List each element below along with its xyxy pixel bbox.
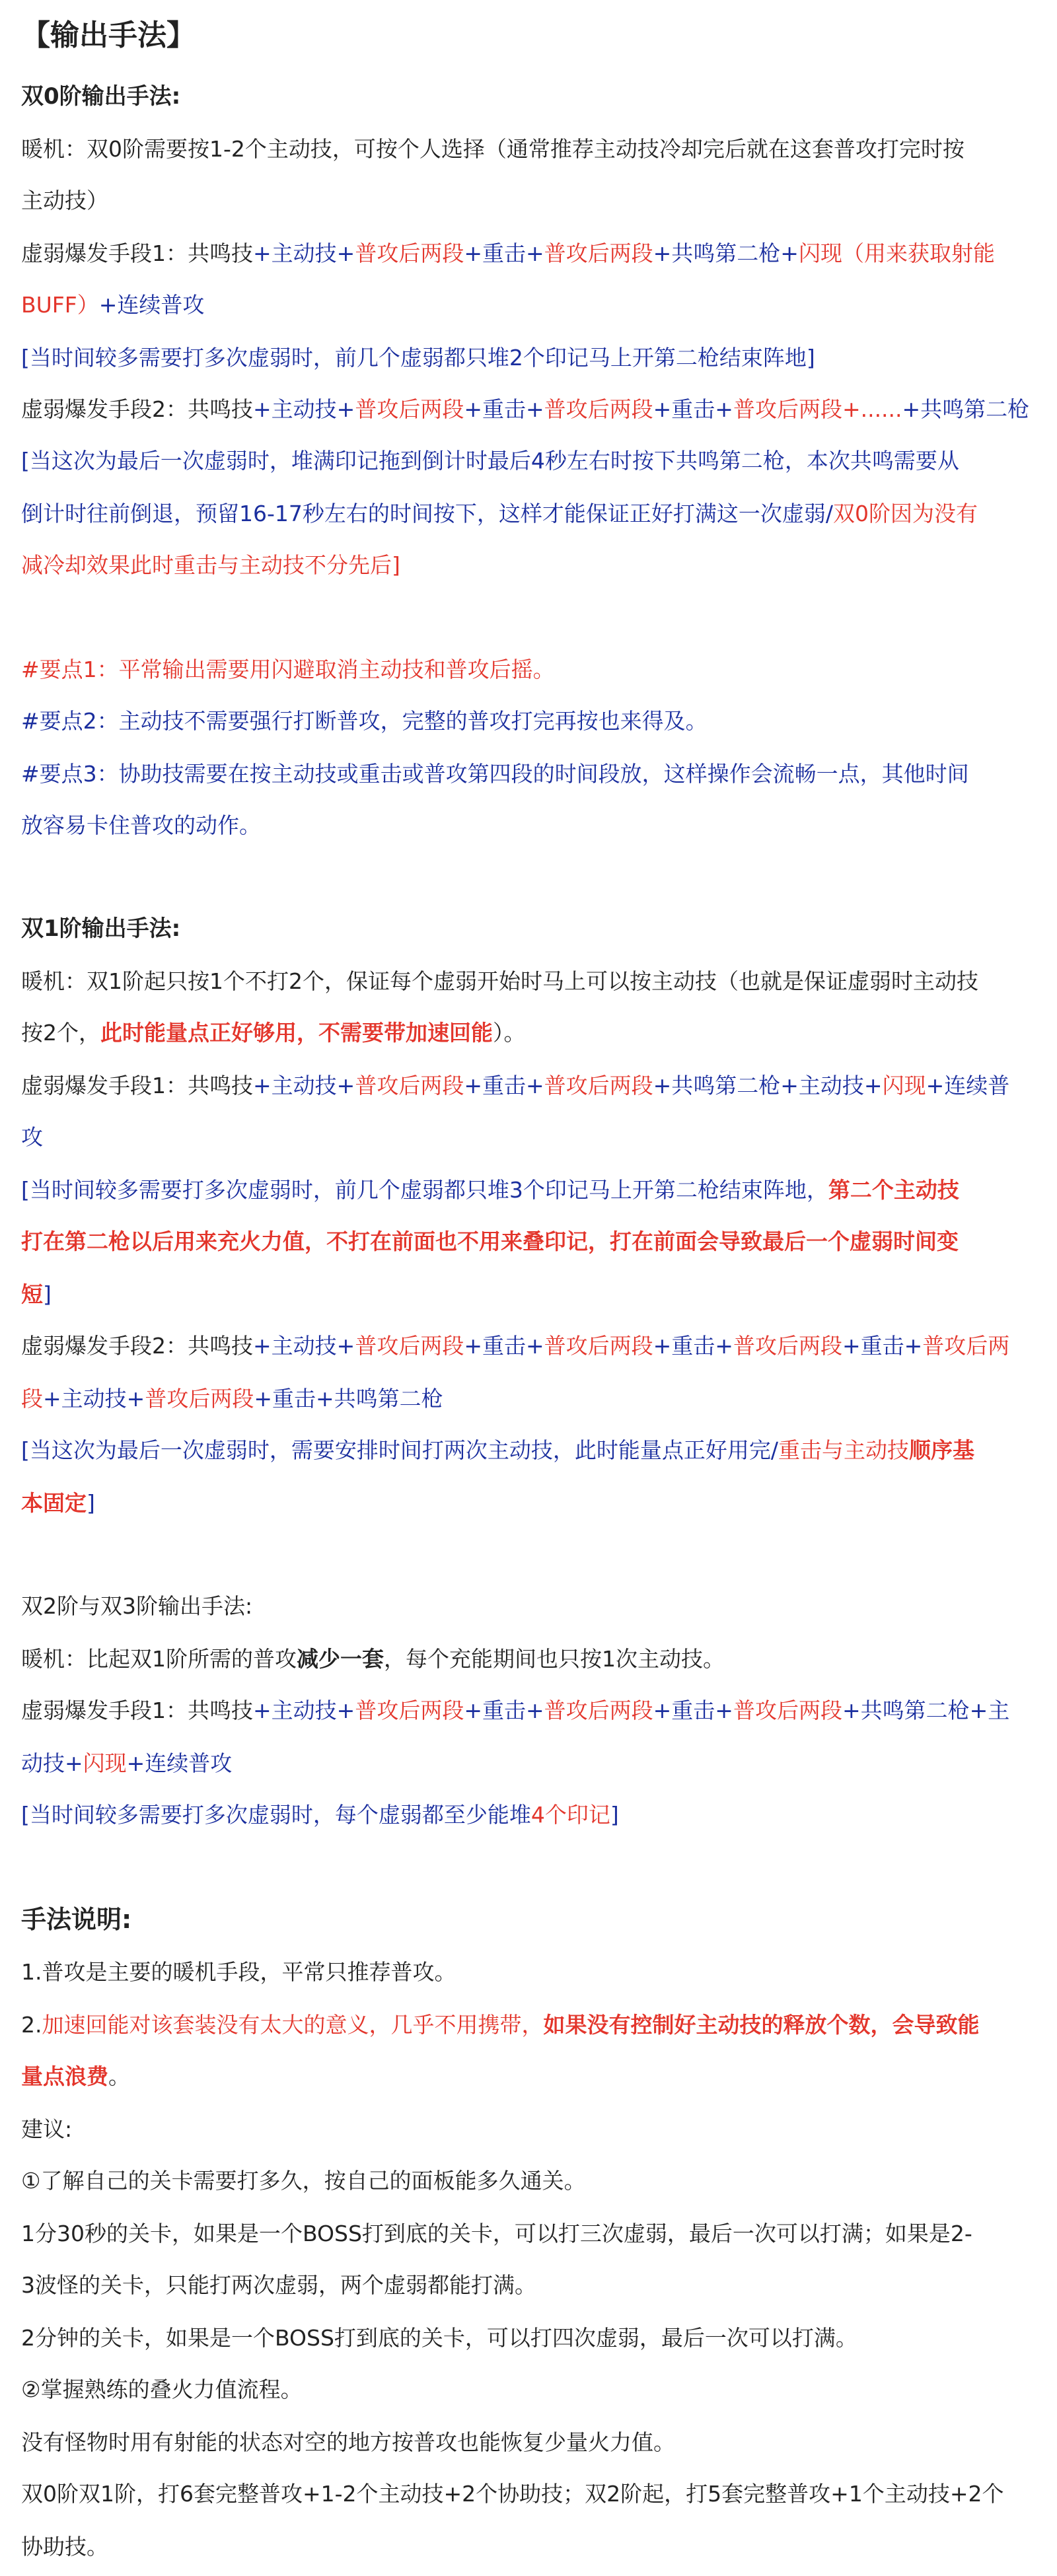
text-run: BUFF） bbox=[21, 292, 99, 318]
text-run: #要点3：协助技需要在按主动技或重击或普攻第四段的时间段放，这样操作会流畅一点，其他时间 bbox=[21, 761, 969, 787]
text-run: +重击+ bbox=[464, 1698, 544, 1723]
tip-2b-line-1: 双0阶双1阶，打6套完整普攻+1-2个主动技+2个协助技；双2阶起，打5套完整普攻+1个主动技+2个 bbox=[21, 2481, 1004, 2507]
text-run: 4个印记 bbox=[530, 1802, 610, 1828]
s1-burst2-note-line-1 bbox=[21, 1424, 1042, 1477]
text-run: 普攻后两段 bbox=[544, 1698, 653, 1723]
section-heading-s1: 双1阶输出手法: bbox=[21, 915, 181, 942]
text-run: #要点2：主动技不需要强行打断普攻，完整的普攻打完再按也来得及。 bbox=[21, 708, 708, 734]
text-run: 虚弱爆发手段2：共鸣技 bbox=[21, 396, 253, 422]
text-run: 倒计时往前倒退，预留16-17秒左右的时间按下，这样才能保证正好打满这一次虚弱/ bbox=[21, 501, 834, 526]
text-run: 重击与主动技 bbox=[778, 1437, 909, 1463]
s23-burst1-line-2 bbox=[21, 1737, 1042, 1790]
text-run: 暖机：比起双1阶所需的普攻 bbox=[21, 1646, 297, 1672]
text-run: 2. bbox=[21, 2012, 42, 2038]
text-run: +重击+ bbox=[464, 1073, 544, 1098]
text-run: 打在第二枪以后用来充火力值，不打在前面也不用来叠印记，打在前面会导致最后一个虚弱时间变 bbox=[21, 1229, 959, 1254]
text-run: +重击+ bbox=[653, 396, 733, 422]
text-run: ）。 bbox=[493, 1020, 526, 1046]
tip-1a-line-1: 1分30秒的关卡，如果是一个BOSS打到底的关卡，可以打三次虚弱，最后一次可以打满；如果是2- bbox=[21, 2221, 972, 2246]
text-run: +重击+ bbox=[653, 1698, 733, 1723]
text-run: ] bbox=[87, 1490, 95, 1516]
s23-burst1-note bbox=[21, 1789, 1042, 1842]
page-title: 【输出手法】 bbox=[21, 18, 196, 52]
s1-burst1-note-line-3 bbox=[21, 1268, 1042, 1321]
text-run: 此时能量点正好够用，不需要带加速回能 bbox=[100, 1020, 493, 1046]
text-run: 虚弱爆发手段1：共鸣技 bbox=[21, 1073, 253, 1098]
text-run: 攻 bbox=[21, 1124, 43, 1150]
text-run: +主动技+ bbox=[253, 1698, 355, 1723]
text-run: 普攻后两段+...... bbox=[733, 396, 902, 422]
text-run: +重击+ bbox=[842, 1333, 923, 1359]
text-run: 。 bbox=[108, 2063, 130, 2089]
text-run: +重击+ bbox=[464, 1333, 544, 1359]
s0-burst1-line-2 bbox=[21, 279, 1042, 332]
key-point-3-line-2 bbox=[21, 799, 1042, 852]
text-run: 普攻后两段 bbox=[355, 396, 464, 422]
text-run: +主动技+ bbox=[43, 1386, 145, 1412]
s0-burst2-note-line-2 bbox=[21, 487, 1042, 540]
s0-warmup-line-1: 暖机：双0阶需要按1-2个主动技，可按个人选择（通常推荐主动技冷却完后就在这套普攻打完时按 bbox=[21, 136, 965, 162]
s1-burst2-line-2 bbox=[21, 1373, 1042, 1425]
text-run: +重击+ bbox=[653, 1333, 733, 1359]
text-run: 虚弱爆发手段1：共鸣技 bbox=[21, 1698, 253, 1723]
section-heading-s0: 双0阶输出手法: bbox=[21, 83, 181, 110]
s1-warmup-line-2 bbox=[21, 1007, 1042, 1059]
s1-burst1-note-line-1 bbox=[21, 1164, 1042, 1217]
text-run: 第二个主动技 bbox=[828, 1177, 959, 1203]
text-run: 加速回能对该套装没有太大的意义，几乎不用携带， bbox=[42, 2012, 544, 2038]
text-run: +连续普攻 bbox=[98, 292, 205, 318]
text-run: [当这次为最后一次虚弱时，堆满印记拖到倒计时最后4秒左右时按下共鸣第二枪，本次共鸣需要从 bbox=[21, 448, 959, 474]
text-run: +共鸣第二枪+主动技+ bbox=[653, 1073, 883, 1098]
text-run: 量点浪费 bbox=[21, 2063, 108, 2089]
text-run: 双0阶因为没有 bbox=[833, 501, 978, 526]
tip-2b-line-2: 协助技。 bbox=[21, 2534, 108, 2559]
text-run: 暖机：双1阶起只按1个不打2个，保证每个虚弱开始时马上可以按主动技（也就是保证虚弱时主动技 bbox=[21, 968, 978, 994]
text-run: 普攻后两段 bbox=[355, 1073, 464, 1098]
text-run: +主动技+ bbox=[253, 396, 355, 422]
tip-2: ②掌握熟练的叠火力值流程。 bbox=[21, 2377, 303, 2402]
text-run: 闪现 bbox=[882, 1073, 926, 1098]
s0-warmup-line-2: 主动技） bbox=[21, 188, 108, 213]
s1-burst1-note-line-2 bbox=[21, 1215, 1042, 1268]
section-heading-s23: 双2阶与双3阶输出手法: bbox=[21, 1593, 253, 1619]
text-run: 普攻后两段 bbox=[544, 1073, 653, 1098]
s0-burst2-line-1 bbox=[21, 383, 1042, 436]
text-run: [当时间较多需要打多次虚弱时，前几个虚弱都只堆3个印记马上开第二枪结束阵地， bbox=[21, 1177, 828, 1203]
explain-item-2-line-1 bbox=[21, 1999, 1042, 2052]
text-run: 如果没有控制好主动技的释放个数，会导致能 bbox=[543, 2012, 980, 2038]
advice-label: 建议: bbox=[21, 2116, 73, 2142]
text-run: ] bbox=[610, 1802, 619, 1828]
text-run: +共鸣第二枪+ bbox=[653, 240, 799, 266]
text-run: 本固定 bbox=[21, 1490, 87, 1516]
text-run: +主动技+ bbox=[253, 1333, 355, 1359]
text-run: +主动技+ bbox=[253, 240, 355, 266]
s23-burst1-line-1 bbox=[21, 1684, 1042, 1737]
s0-burst2-note-line-3 bbox=[21, 539, 1042, 592]
section-heading-explain: 手法说明: bbox=[21, 1905, 132, 1934]
text-run: +主动技+ bbox=[253, 1073, 355, 1098]
tip-2a: 没有怪物时用有射能的状态对空的地方按普攻也能恢复少量火力值。 bbox=[21, 2429, 675, 2455]
s1-burst1-line-1 bbox=[21, 1059, 1042, 1112]
text-run: +重击+ bbox=[464, 240, 544, 266]
key-point-2 bbox=[21, 695, 1042, 748]
text-run: 顺序基 bbox=[909, 1437, 974, 1463]
tip-1: ①了解自己的关卡需要打多久，按自己的面板能多久通关。 bbox=[21, 2168, 586, 2194]
text-run: ，每个充能期间也只按1次主动技。 bbox=[384, 1646, 725, 1672]
text-run: 闪现 bbox=[83, 1750, 127, 1776]
text-run: +连续普攻 bbox=[126, 1750, 233, 1776]
text-run: 短 bbox=[21, 1281, 43, 1307]
text-run: 虚弱爆发手段2：共鸣技 bbox=[21, 1333, 253, 1359]
text-run: +重击+ bbox=[464, 396, 544, 422]
s1-burst2-line-1 bbox=[21, 1320, 1042, 1373]
text-run: [当这次为最后一次虚弱时，需要安排时间打两次主动技，此时能量点正好用完/ bbox=[21, 1437, 778, 1463]
text-run: 按2个， bbox=[21, 1020, 100, 1046]
text-run: +共鸣第二枪+主 bbox=[842, 1698, 1010, 1723]
s1-burst2-note-line-2 bbox=[21, 1477, 1042, 1530]
text-run: 虚弱爆发手段1：共鸣技 bbox=[21, 240, 253, 266]
text-run: +共鸣第二枪 bbox=[902, 396, 1030, 422]
text-run: 段 bbox=[21, 1386, 43, 1412]
text-run: 普攻后两段 bbox=[544, 396, 653, 422]
s0-burst1-note: [当时间较多需要打多次虚弱时，前几个虚弱都只堆2个印记马上开第二枪结束阵地] bbox=[21, 345, 815, 371]
explain-item-2-line-2 bbox=[21, 2050, 1042, 2103]
explain-item-1: 1.普攻是主要的暖机手段，平常只推荐普攻。 bbox=[21, 1959, 456, 1985]
s23-warmup bbox=[21, 1633, 1042, 1686]
key-point-1 bbox=[21, 643, 1042, 696]
text-run: +连续普 bbox=[926, 1073, 1010, 1098]
text-run: 放容易卡住普攻的动作。 bbox=[21, 812, 261, 838]
text-run: 普攻后两段 bbox=[355, 1698, 464, 1723]
s0-burst1-line-1 bbox=[21, 227, 1042, 280]
text-run: [当时间较多需要打多次虚弱时，每个虚弱都至少能堆 bbox=[21, 1802, 531, 1828]
text-run: 减少一套 bbox=[297, 1646, 384, 1672]
tip-1a-line-2: 3波怪的关卡，只能打两次虚弱，两个虚弱都能打满。 bbox=[21, 2272, 536, 2298]
text-run: 减冷却效果此时重击与主动技不分先后] bbox=[21, 552, 400, 578]
text-run: 普攻后两段 bbox=[544, 240, 653, 266]
s0-burst2-note-line-1 bbox=[21, 435, 1042, 487]
tip-1b: 2分钟的关卡，如果是一个BOSS打到底的关卡，可以打四次虚弱，最后一次可以打满。 bbox=[21, 2325, 857, 2351]
text-run: 普攻后两段 bbox=[355, 1333, 464, 1359]
text-run: 普攻后两段 bbox=[355, 240, 464, 266]
text-run: +重击+共鸣第二枪 bbox=[254, 1386, 443, 1412]
text-run: 闪现（用来获取射能 bbox=[798, 240, 995, 266]
key-point-3-line-1 bbox=[21, 748, 1042, 801]
text-run: #要点1：平常输出需要用闪避取消主动技和普攻后摇。 bbox=[21, 657, 555, 682]
text-run: 普攻后两段 bbox=[544, 1333, 653, 1359]
text-run: ] bbox=[43, 1281, 52, 1307]
text-run: 普攻后两段 bbox=[733, 1333, 842, 1359]
s1-burst1-line-2 bbox=[21, 1111, 1042, 1164]
text-run: 普攻后两 bbox=[922, 1333, 1010, 1359]
text-run: 动技+ bbox=[21, 1750, 83, 1776]
text-run: 普攻后两段 bbox=[733, 1698, 842, 1723]
text-run: 普攻后两段 bbox=[145, 1386, 254, 1412]
s1-warmup-line-1 bbox=[21, 955, 1042, 1008]
